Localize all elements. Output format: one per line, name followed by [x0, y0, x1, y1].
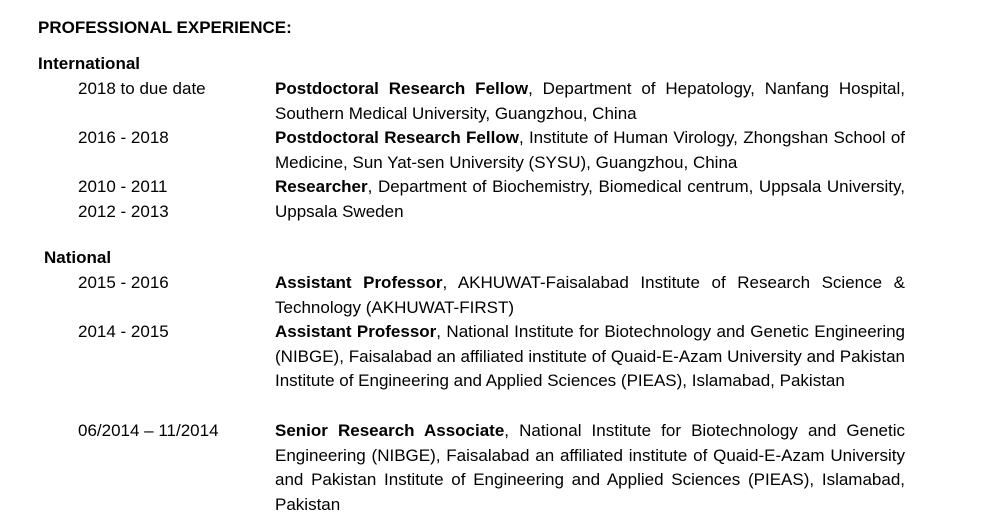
entry-description — [275, 77, 905, 126]
entry-dates — [78, 126, 268, 151]
entry-dates — [78, 419, 268, 444]
entry-details: , National Institute for Biotechnology and Genetic Engineering (NIBGE), Faisalabad an affiliated institute of Quaid-E-Azam University and Pakistan Institute of Engineering and Applied Sciences (PIEAS), Islamabad, Pakistan — [275, 322, 905, 390]
date-range: 2016 - 2018 — [78, 128, 169, 147]
entry-role: Assistant Professor — [275, 273, 443, 292]
entry-description — [275, 419, 905, 517]
entry-description — [275, 126, 905, 175]
entry-description — [275, 175, 905, 224]
entry-dates — [78, 175, 268, 224]
entry-role: Senior Research Associate — [275, 421, 505, 440]
date-range: 2015 - 2016 — [78, 273, 169, 292]
entry-details: , AKHUWAT-Faisalabad Institute of Research Science & Technology (AKHUWAT-FIRST) — [275, 273, 905, 317]
entry-dates — [78, 320, 268, 345]
entry-description — [275, 320, 905, 394]
entry-details: , Department of Hepatology, Nanfang Hospital, Southern Medical University, Guangzhou, China — [275, 79, 905, 123]
entry-details: , National Institute for Biotechnology and Genetic Engineering (NIBGE), Faisalabad an affiliated institute of Quaid-E-Azam University and Pakistan Institute of Engineering and Applied Sciences (PIEAS), Islamabad, Pakistan — [275, 421, 905, 514]
entry-role: Assistant Professor — [275, 322, 437, 341]
entry-details: , Institute of Human Virology, Zhongshan School of Medicine, Sun Yat-sen University (SYSU), Guangzhou, China — [275, 128, 906, 172]
section-title-international: International — [38, 54, 141, 73]
entry-dates — [78, 77, 268, 102]
date-range: 06/2014 – 11/2014 — [78, 421, 219, 440]
entry-details: , Department of Biochemistry, Biomedical centrum, Uppsala University, Uppsala Sweden — [275, 177, 905, 221]
date-range: 2018 to due date — [78, 79, 206, 98]
date-range: 2010 - 2011 — [78, 177, 168, 196]
entry-role: Postdoctoral Research Fellow — [275, 128, 519, 147]
entry-role: Researcher — [275, 177, 368, 196]
entry-dates — [78, 271, 268, 296]
section-title-national: National — [44, 248, 112, 267]
page-heading: PROFESSIONAL EXPERIENCE: — [38, 18, 292, 37]
date-range: 2012 - 2013 — [78, 201, 169, 221]
date-range: 2014 - 2015 — [78, 322, 169, 341]
entry-description — [275, 271, 905, 320]
entry-role: Postdoctoral Research Fellow — [275, 79, 529, 98]
